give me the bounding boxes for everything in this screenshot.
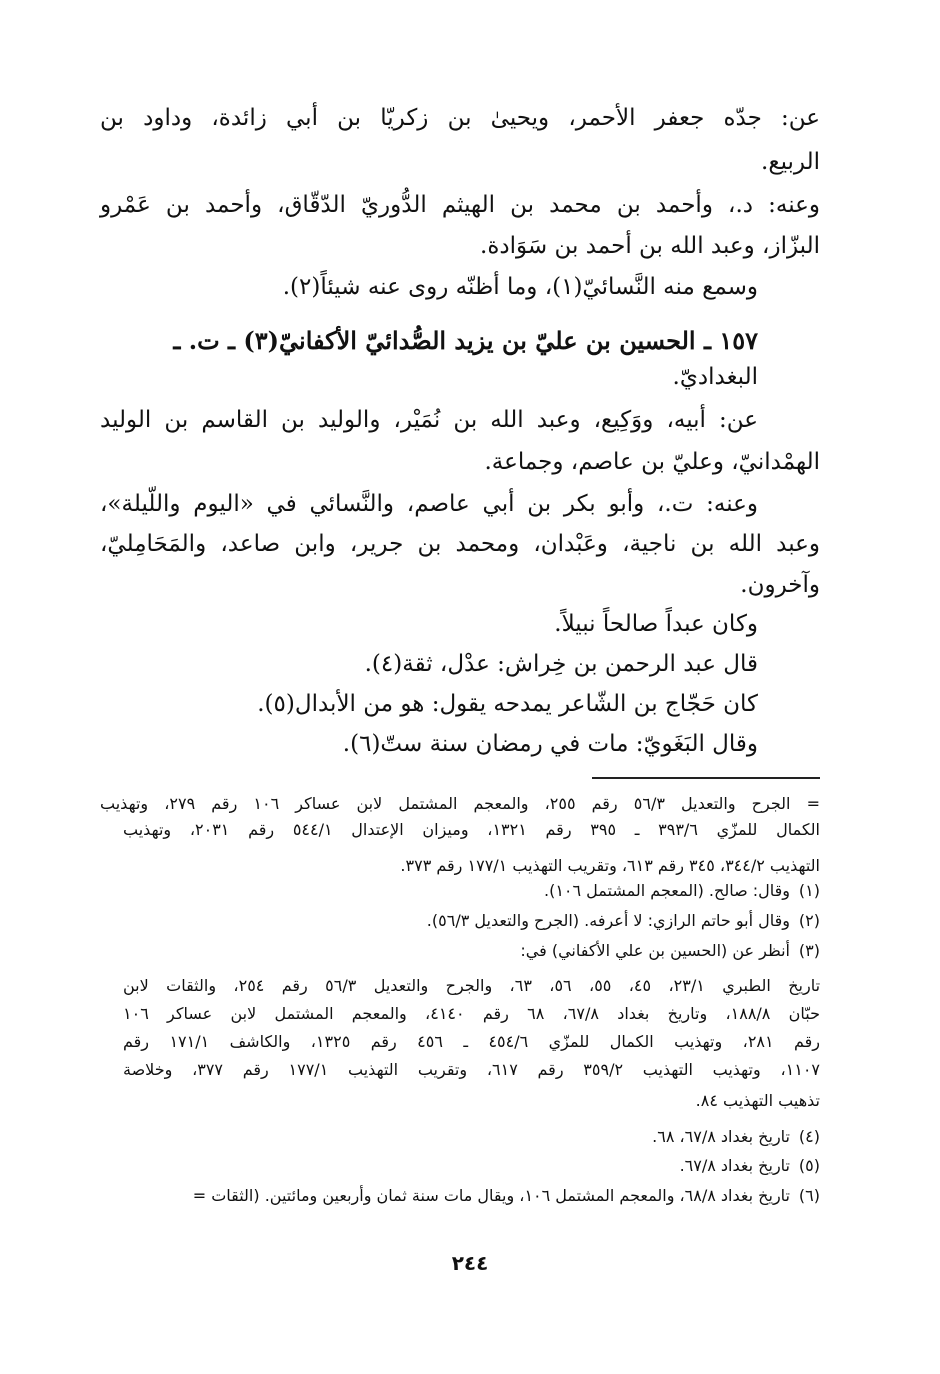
footnote-item <box>652 1125 820 1149</box>
body-line: وسمع منه النَّسائيّ(١)، وما أظنّه روى عنه شيئاً(٢). <box>282 274 758 300</box>
footnote-number: (٢) <box>798 911 820 930</box>
footnote-line: = الجرح والتعديل ٥٦/٣ رقم ٢٥٥، والمعجم المشتمل لابن عساكر ١٠٦ رقم ٢٧٩، وتهذيب <box>100 794 820 813</box>
footnote-text: وقال: صالح. (المعجم المشتمل ١٠٦). <box>543 881 790 900</box>
footnote-text: وقال أبو حاتم الرازي: لا أعرفه. (الجرح والتعديل ٥٦/٣). <box>426 911 790 930</box>
body-line: الربيع. <box>761 149 820 175</box>
body-line: وعبد الله بن ناجية، وعَبْدان، ومحمد بن جرير، وابن صاعد، والمَحَامِليّ، <box>100 531 820 557</box>
body-line: وكان عبداً صالحاً نبيلاً. <box>554 611 758 637</box>
footnote-item <box>427 909 820 933</box>
footnote-line: ١١٠٧، وتهذيب التهذيب ٣٥٩/٢ رقم ٦١٧، وتقريب التهذيب ١٧٧/١ رقم ٣٧٧، وخلاصة <box>123 1060 821 1079</box>
footnote-item <box>520 939 820 963</box>
footnote-item <box>680 1154 820 1178</box>
footnote-separator <box>592 777 820 779</box>
footnote-text: أنظر عن (الحسين بن علي الأكفاني) في: <box>520 941 790 960</box>
footnote-item <box>193 1184 820 1208</box>
body-line: قال عبد الرحمن بن خِراش: عدْل، ثقة(٤). <box>364 651 758 677</box>
footnote-line: الكمال للمزّي ٣٩٣/٦ ـ ٣٩٥ رقم ١٣٢١، وميزان الإعتدال ٥٤٤/١ رقم ٢٠٣١، وتهذيب <box>123 820 820 839</box>
footnote-number: (١) <box>798 881 820 900</box>
footnote-line: رقم ٢٨١، وتهذيب الكمال للمزّي ٤٥٤/٦ ـ ٤٥٦ رقم ١٣٢٥، والكاشف ١٧١/١ رقم <box>123 1032 821 1051</box>
footnote-text: تاريخ بغداد ٦٧/٨. <box>679 1156 790 1175</box>
body-line: وقال البَغَويّ: مات في رمضان سنة ستّ(٦). <box>342 731 758 757</box>
footnote-line: تاريخ الطبري ٢٣/١، ٤٥، ٥٥، ٥٦، ٦٣، والجرح والتعديل ٥٦/٣ رقم ٢٥٤، والثقات لابن <box>123 976 821 995</box>
body-line: وعنه: ت.، وأبو بكر بن أبي عاصم، والنَّسائي في «اليوم واللّيلة»، <box>100 491 758 517</box>
body-line: عن: أبيه، ووَكِيع، وعبد الله بن نُمَيْر، والوليد بن القاسم بن الوليد <box>100 407 758 433</box>
body-line: وآخرون. <box>740 572 820 598</box>
body-line: البزّاز، وعبد الله بن أحمد بن سَوَادة. <box>480 233 820 259</box>
footnote-text: تاريخ بغداد ٦٨/٨، والمعجم المشتمل ١٠٦، ويقال مات سنة ثمان وأربعين ومائتين. (الثقات = <box>192 1186 790 1205</box>
footnote-text: تاريخ بغداد ٦٧/٨، ٦٨. <box>652 1127 790 1146</box>
footnote-number: (٤) <box>798 1127 820 1146</box>
footnote-number: (٦) <box>798 1186 820 1205</box>
footnote-line: التهذيب ٣٤٤/٢، ٣٤٥ رقم ٦١٣، وتقريب التهذيب ١٧٧/١ رقم ٣٧٣. <box>400 856 820 875</box>
footnote-number: (٥) <box>798 1156 820 1175</box>
body-line: كان حَجّاج بن الشّاعر يمدحه يقول: هو من الأبدال(٥). <box>257 691 758 717</box>
body-line: وعنه: د.، وأحمد بن محمد بن الهيثم الدُّوريّ الدّقّاق، وأحمد بن عَمْرو <box>100 192 820 218</box>
footnote-line: حبّان ١٨٨/٨، وتاريخ بغداد ٦٧/٨، ٦٨ رقم ٤١٤٠، والمعجم المشتمل لابن عساكر ١٠٦ <box>123 1004 821 1023</box>
body-line: عن: جدّه جعفر الأحمر، ويحيىٰ بن زكريّا بن أبي زائدة، وداود بن <box>100 105 820 131</box>
footnote-item <box>544 879 820 903</box>
footnote-number: (٣) <box>798 941 820 960</box>
body-line: الهمْدانيّ، وعليّ بن عاصم، وجماعة. <box>484 449 820 475</box>
body-line: البغداديّ. <box>672 364 758 390</box>
page-number: ٢٤٤ <box>451 1251 489 1275</box>
entry-heading: ١٥٧ ـ الحسين بن عليّ بن يزيد الصُّدائيّ الأكفانيّ(٣) ـ ت. ـ <box>173 326 758 355</box>
footnote-line: تذهيب التهذيب ٨٤. <box>695 1091 820 1110</box>
